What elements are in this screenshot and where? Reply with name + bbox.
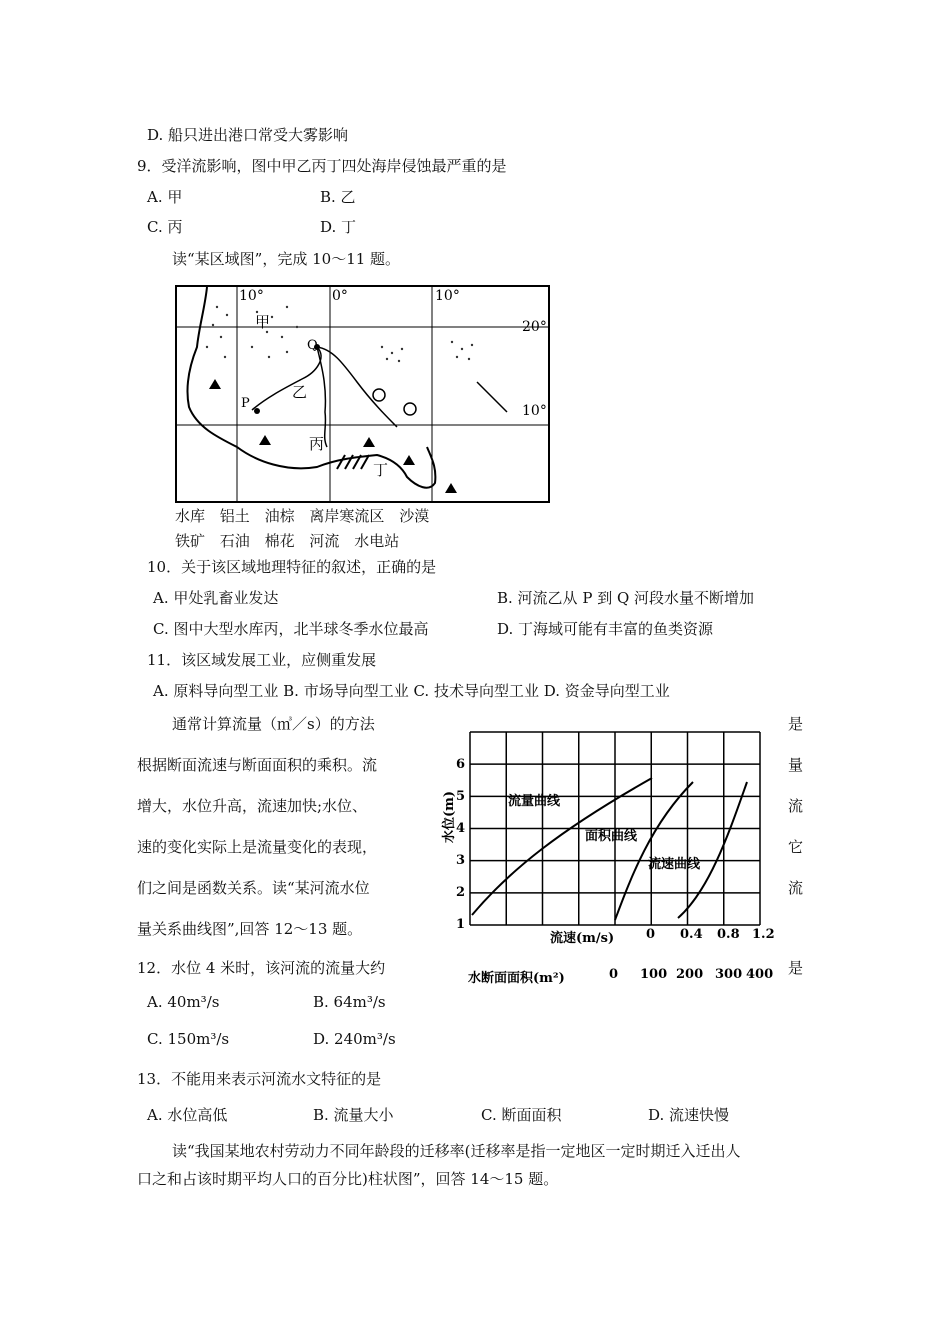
area-curve	[615, 782, 693, 920]
question-13: 13．不能用来表示河流水文特征的是	[137, 1070, 382, 1088]
region-map	[175, 285, 550, 503]
option-13c: C. 断面面积	[481, 1106, 562, 1124]
place-bing: 丙	[309, 435, 325, 453]
speed-tick-label: 1.2	[752, 927, 775, 942]
y-tick-label: 4	[456, 821, 466, 836]
legend-iron: 铁矿	[175, 532, 206, 550]
map-legend-row2	[175, 530, 409, 551]
speed-axis-label: 流速(m/s)	[550, 931, 615, 946]
para-line-3: 增大，水位升高，流速加快;水位、	[137, 797, 368, 815]
chart-svg	[420, 720, 780, 990]
speed-curve	[678, 782, 747, 918]
y-tick-label: 6	[456, 757, 466, 772]
question-10: 10．关于该区域地理特征的叙述，正确的是	[147, 558, 437, 576]
option-12c: C. 150m³/s	[147, 1030, 230, 1048]
flow-curve-label: 流量曲线	[508, 794, 561, 809]
option-9c: C. 丙	[147, 218, 183, 236]
para-line-5-right: 流	[788, 879, 804, 897]
question-12: 12．水位 4 米时，该河流的流量大约	[137, 959, 386, 977]
area-tick-label: 200	[676, 967, 704, 982]
place-jia: 甲	[255, 313, 271, 331]
speed-curve-label: 流速曲线	[648, 857, 701, 872]
legend-cotton: 棉花	[264, 532, 295, 550]
option-9a: A. 甲	[147, 188, 183, 206]
area-tick-label: 0	[609, 967, 619, 982]
para-line-5: 们之间是函数关系。读“某河流水位	[137, 879, 370, 897]
speed-tick-label: 0.4	[680, 927, 703, 942]
question-12-right: 是	[788, 959, 804, 977]
speed-tick-label: 0.8	[717, 927, 740, 942]
speed-tick-label: 0	[646, 927, 656, 942]
area-tick-label: 100	[640, 967, 668, 982]
option-10c: C. 图中大型水库丙，北半球冬季水位最高	[153, 620, 429, 638]
area-tick-label: 300	[715, 967, 743, 982]
place-p: P	[241, 396, 250, 411]
lat-label-10: 10°	[522, 403, 547, 419]
place-yi: 乙	[292, 383, 308, 401]
intro-14-line1: 读“我国某地农村劳动力不同年龄段的迁移率(迁移率是指一定地区一定时期迁入迁出人	[172, 1142, 741, 1160]
option-12a: A. 40m³/s	[147, 993, 220, 1011]
y-tick-label: 3	[456, 853, 466, 868]
para-line-6: 量关系曲线图”,回答 12～13 题。	[137, 920, 363, 938]
y-tick-label: 5	[456, 789, 466, 804]
lat-label-20: 20°	[522, 319, 547, 335]
option-13b: B. 流量大小	[313, 1106, 394, 1124]
options-11: A. 原料导向型工业 B. 市场导向型工业 C. 技术导向型工业 D. 资金导向型工业	[153, 682, 670, 700]
map-drawing	[177, 287, 548, 501]
option-13d: D. 流速快慢	[648, 1106, 730, 1124]
intro-14-line2: 口之和占该时期平均人口的百分比)柱状图”，回答 14～15 题。	[137, 1170, 559, 1188]
question-9: 9．受洋流影响，图中甲乙丙丁四处海岸侵蚀最严重的是	[137, 157, 507, 175]
option-12b: B. 64m³/s	[313, 993, 386, 1011]
legend-oil: 石油	[219, 532, 250, 550]
legend-reservoir: 水库	[175, 507, 206, 525]
intro-10-11: 读“某区域图”，完成 10～11 题。	[172, 250, 401, 268]
map-legend-row1	[175, 505, 439, 526]
para-line-1: 通常计算流量（㎥／s）的方法	[172, 715, 375, 733]
area-curve-label: 面积曲线	[585, 829, 638, 844]
legend-oil-palm: 油棕	[264, 507, 295, 525]
area-tick-label: 400	[746, 967, 774, 982]
option-10d: D. 丁海域可能有丰富的鱼类资源	[497, 620, 714, 638]
option-12d: D. 240m³/s	[313, 1030, 396, 1048]
y-tick-label: 1	[456, 917, 466, 932]
legend-bauxite: 铝土	[219, 507, 250, 525]
para-line-3-right: 流	[788, 797, 804, 815]
para-line-4: 速的变化实际上是流量变化的表现，	[137, 838, 378, 856]
legend-cold-current: 离岸寒流区	[309, 507, 385, 525]
place-ding: 丁	[373, 461, 389, 479]
para-line-2: 根据断面流速与断面面积的乘积。流	[137, 756, 378, 774]
option-9d: D. 丁	[320, 218, 357, 236]
option-9b: B. 乙	[320, 188, 356, 206]
option-8d: D. 船只进出港口常受大雾影响	[147, 126, 349, 144]
para-line-4-right: 它	[788, 838, 804, 856]
option-10a: A. 甲处乳畜业发达	[153, 589, 279, 607]
option-10b: B. 河流乙从 P 到 Q 河段水量不断增加	[497, 589, 755, 607]
para-line-2-right: 量	[788, 756, 804, 774]
legend-hydro: 水电站	[354, 532, 400, 550]
y-tick-label: 2	[456, 885, 466, 900]
legend-desert: 沙漠	[399, 507, 430, 525]
y-axis-label: 水位(m)	[442, 790, 457, 843]
para-line-1-right: 是	[788, 715, 804, 733]
lon-label-10w: 10°	[239, 288, 264, 304]
option-13a: A. 水位高低	[147, 1106, 228, 1124]
lon-label-10e: 10°	[435, 288, 460, 304]
legend-river: 河流	[309, 532, 340, 550]
question-11: 11．该区域发展工业，应侧重发展	[147, 651, 377, 669]
water-level-chart	[420, 720, 780, 990]
place-q: Q	[307, 338, 318, 353]
lon-label-0: 0°	[332, 288, 348, 304]
area-axis-label: 水断面面积(m²)	[468, 971, 565, 986]
